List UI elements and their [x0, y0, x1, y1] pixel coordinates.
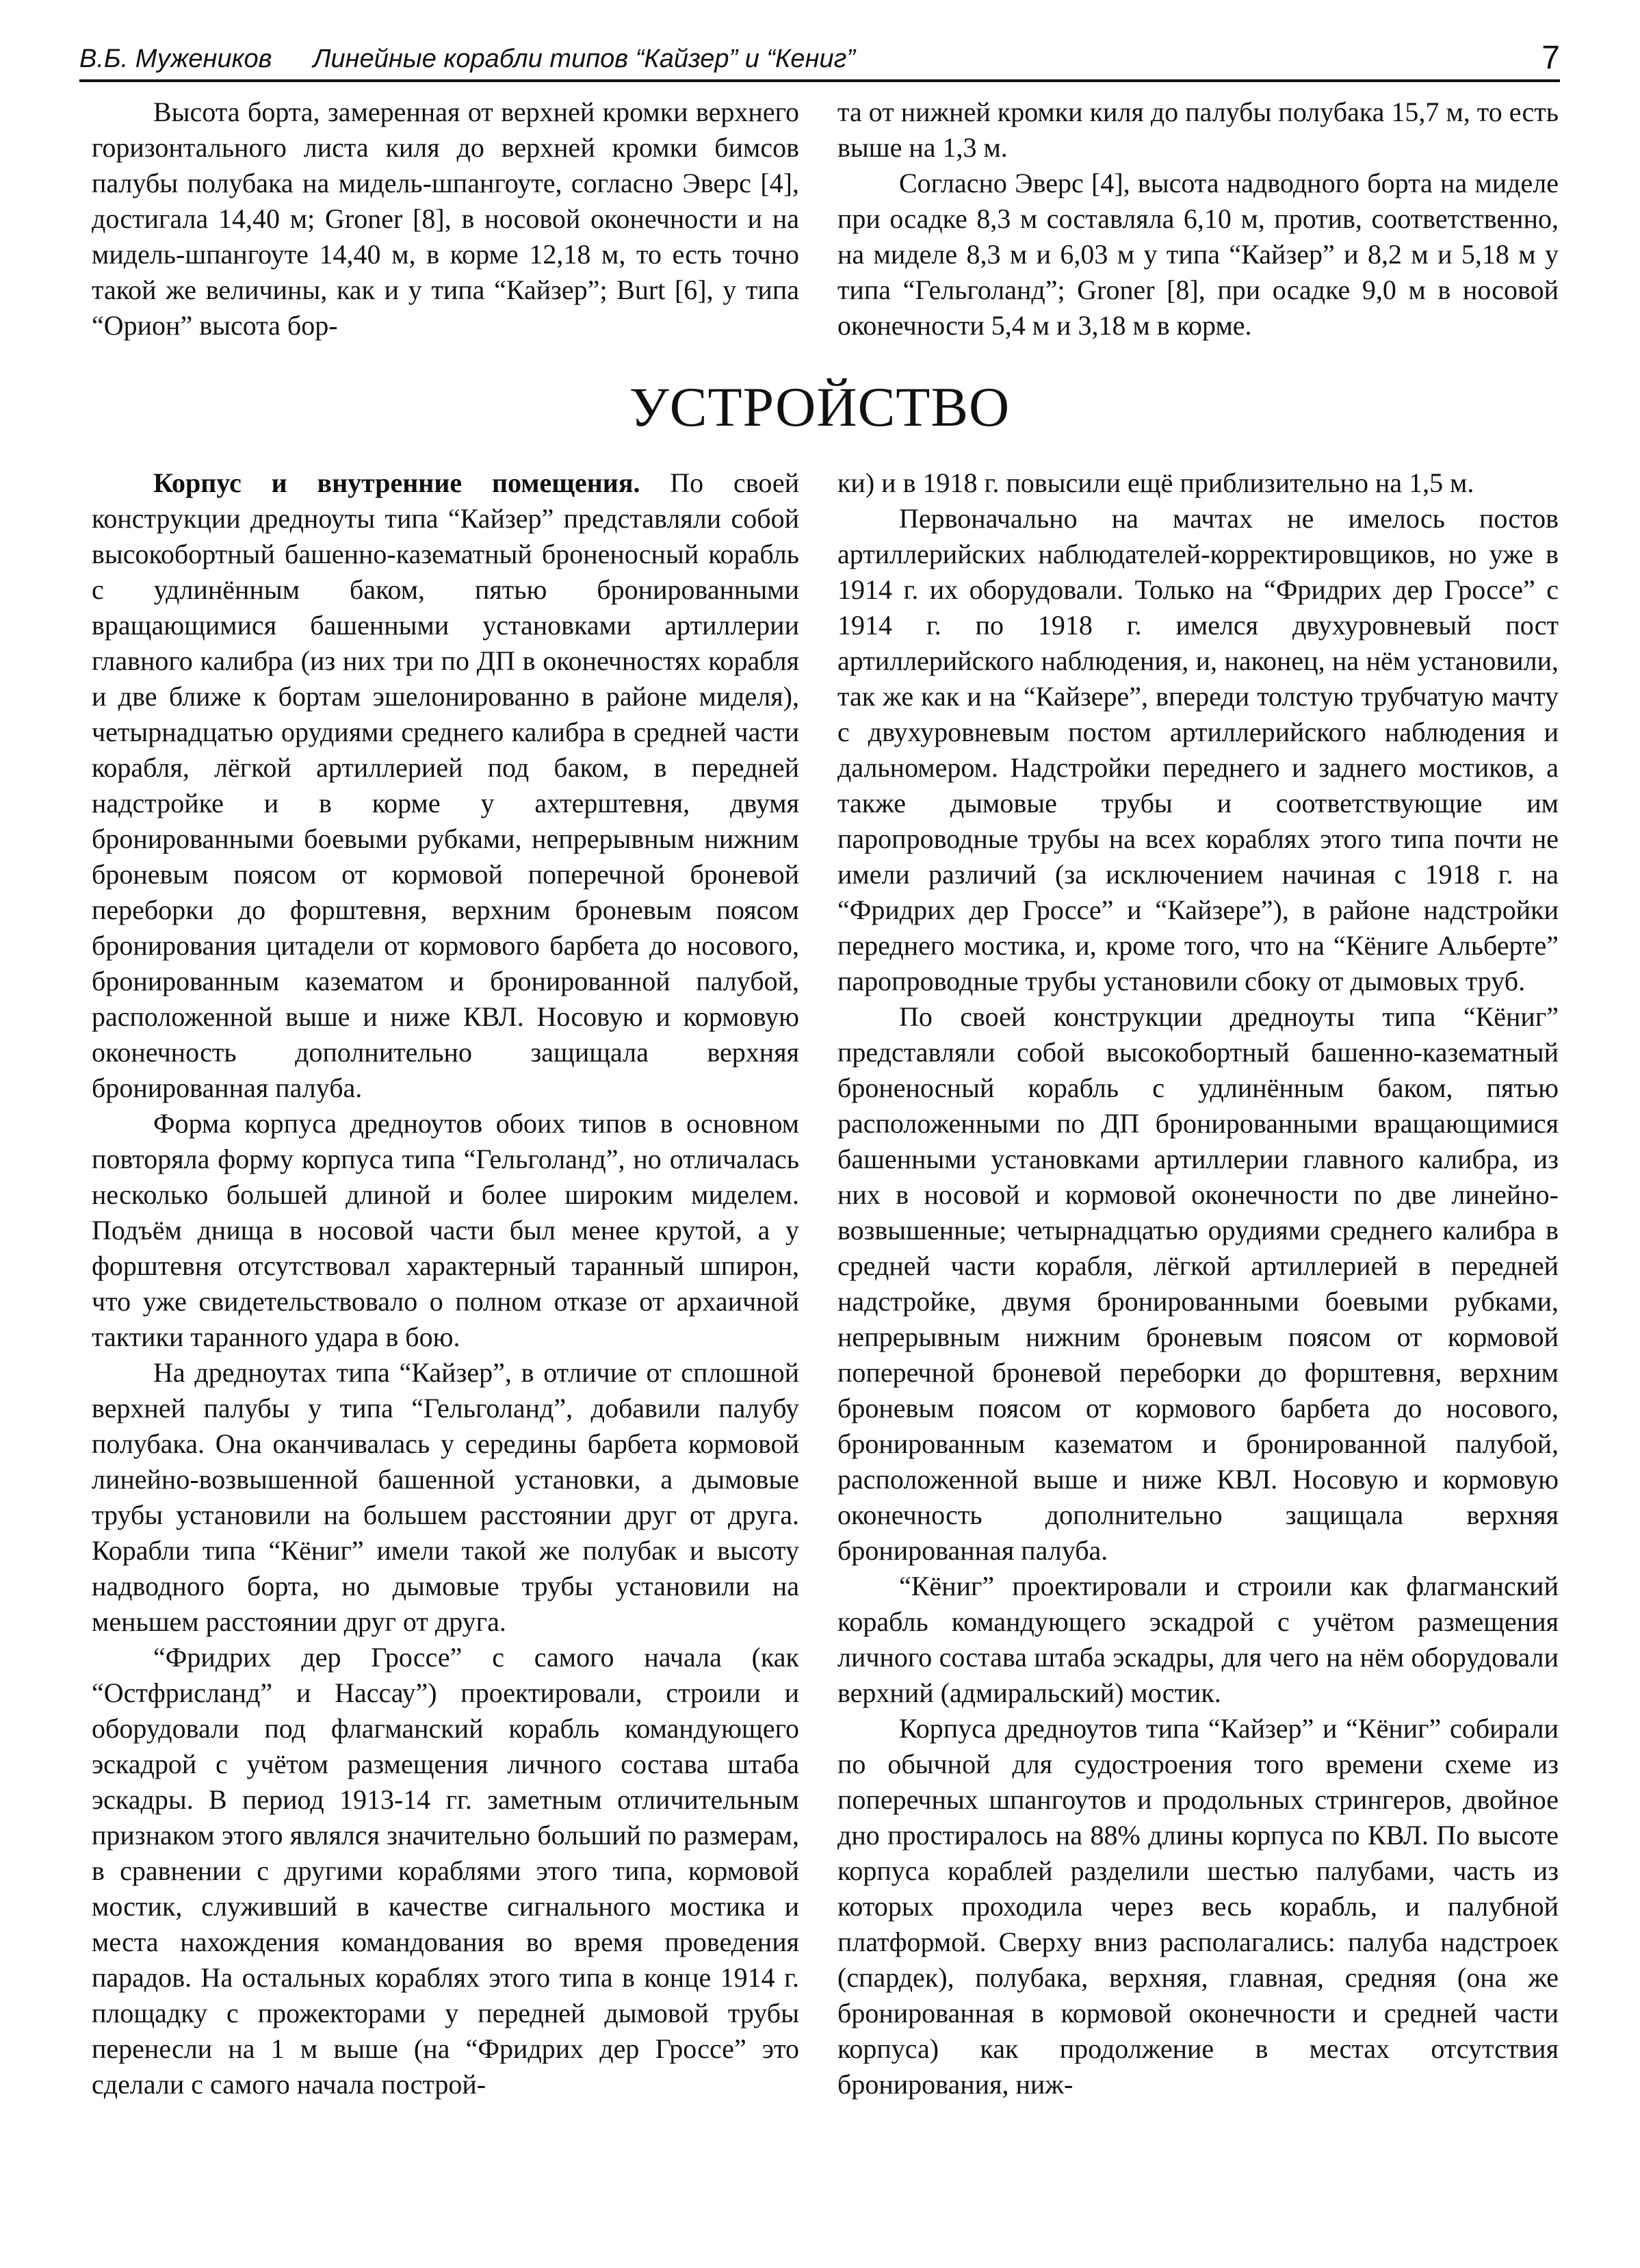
right-paragraph-1: ки) и в 1918 г. повысили ещё приблизительно на 1,5 м.: [837, 467, 1474, 498]
header-author: В.Б. Мужеников: [79, 44, 272, 73]
section-lead: Корпус и внутренние помещения.: [153, 467, 640, 498]
page-number: 7: [1541, 40, 1560, 76]
left-paragraph-4: “Фридрих дер Гроссе” с самого начала (как “Остфрисланд” и Нассау”) проектировали, строили и оборудовали под флагманский корабль командующего эскадрой с учётом размещения личного состава штаба эскадры. В период 1913-14 гг. заметным отличительным признаком этого являлся значительно больший по размерам, в сравнении с другими кораблями этого типа, кормовой мостик, служивший в качестве сигнального мостика и места нахождения командования во время проведения парадов. На остальных кораблях этого типа в конце 1914 г. площадку с прожекторами у передней дымовой трубы перенесли на 1 м выше (на “Фридрих дер Гроссе” это сделали с самого начала построй-: [92, 1642, 799, 2100]
running-header: [79, 34, 1560, 82]
intro-right-paragraph-2: Согласно Эверс [4], высота надводного борта на миделе при осадке 8,3 м составляла 6,10 м, против, соответственно, на миделе 8,3 м и 6,03 м у типа “Кайзер” и 8,2 м и 5,18 м у типа “Гельголанд”; Groner [8], при осадке 9,0 м в носовой оконечности 5,4 м и 3,18 м в корме.: [837, 168, 1559, 341]
intro-left-paragraph: Высота борта, замеренная от верхней кромки верхнего горизонтального листа киля до верхней кромки бимсов палубы полубака на мидель-шпангоуте, согласно Эверс [4], достигала 14,40 м; Groner [8], в носовой оконечности и на мидель-шпангоуте 14,40 м, в корме 12,18 м, то есть точно такой же величины, как и у типа “Кайзер”; Burt [6], у типа “Орион” высота бор-: [92, 96, 799, 341]
intro-left-column: [92, 94, 799, 344]
intro-right-column: [837, 94, 1559, 344]
section-title: УСТРОЙСТВО: [629, 376, 1011, 438]
right-paragraph-4: “Кёниг” проектировали и строили как флагманский корабль командующего эскадрой с учётом размещения личного состава штаба эскадры, для чего на нём оборудовали верхний (адмиральский) мостик.: [837, 1571, 1559, 1708]
left-paragraph-3: На дредноутах типа “Кайзер”, в отличие от сплошной верхней палубы у типа “Гельголанд”, добавили палубу полубака. Она оканчивалась у середины барбета кормовой линейно-возвышенной башенной установки, а дымовые трубы установили на большем расстоянии друг от друга. Корабли типа “Кёниг” имели такой же полубак и высоту надводного борта, но дымовые трубы установили на меньшем расстоянии друг от друга.: [92, 1357, 799, 1637]
right-paragraph-2: Первоначально на мачтах не имелось постов артиллерийских наблюдателей-корректировщиков, но уже в 1914 г. их оборудовали. Только на “Фридрих дер Гроссе” с 1914 г. по 1918 г. имелся двухуровневый пост артиллерийского наблюдения, и, наконец, на нём установили, так же как и на “Кайзере”, впереди толстую трубчатую мачту с двухуровневым постом артиллерийского наблюдения и дальномером. Надстройки переднего и заднего мостиков, а также дымовые трубы и соответствующие им паропроводные трубы на всех кораблях этого типа почти не имели различий (за исключением начиная с 1918 г. на “Фридрих дер Гроссе” и “Кайзере”), в районе надстройки переднего мостика, и, кроме того, что на “Кёниге Альберте” паропроводные трубы установили сбоку от дымовых труб.: [837, 503, 1559, 996]
left-column: [92, 465, 799, 2102]
right-column: [837, 465, 1559, 2102]
left-paragraph-1: [92, 465, 799, 1106]
left-paragraph-1-text: По своей конструкции дредноуты типа “Кайзер” представляли собой высокобортный башенно-казематный броненосный корабль с удлинённым баком, пятью бронированными вращающимися башенными установками артиллерии главного калибра (из них три по ДП в оконечностях корабля и две ближе к бортам эшелонированно в районе миделя), четырнадцатью орудиями среднего калибра в средней части корабля, лёгкой артиллерией под баком, в передней надстройке и в корме у ахтерштевня, двумя бронированными боевыми рубками, непрерывным нижним броневым поясом от кормовой поперечной броневой переборки до форштевня, верхним броневым поясом бронирования цитадели от кормового барбета до носового, бронированным казематом и бронированной палубой, расположенной выше и ниже КВЛ. Носовую и кормовую оконечность дополнительно защищала верхняя бронированная палуба.: [92, 467, 799, 1103]
right-paragraph-3: По своей конструкции дредноуты типа “Кёниг” представляли собой высокобортный башенно-казематный броненосный корабль с удлинённым баком, пятью расположенными по ДП бронированными вращающимися башенными установками артиллерии главного калибра, из них в носовой и кормовой оконечности по две линейно-возвышенные; четырнадцатью орудиями среднего калибра в средней части корабля, лёгкой артиллерией в передней надстройке, двумя бронированными боевыми рубками, непрерывным нижним броневым поясом от кормовой поперечной броневой переборки до форштевня, верхним броневым поясом от кормового барбета до носового, бронированным казематом и бронированной палубой, расположенной выше и ниже КВЛ. Носовую и кормовую оконечность дополнительно защищала верхняя бронированная палуба.: [837, 1001, 1559, 1566]
intro-right-paragraph-1: та от нижней кромки киля до палубы полубака 15,7 м, то есть выше на 1,3 м.: [837, 96, 1559, 163]
header-title: Линейные корабли типов “Кайзер” и “Кениг”: [313, 44, 856, 73]
left-paragraph-2: Форма корпуса дредноутов обоих типов в основном повторяла форму корпуса типа “Гельголанд”, но отличалась несколько большей длиной и более широким миделем. Подъём днища в носовой части был менее крутой, а у форштевня отсутствовал характерный таранный шпирон, что уже свидетельствовало о полном отказе от архаичной тактики таранного удара в бою.: [92, 1108, 799, 1352]
right-paragraph-5: Корпуса дредноутов типа “Кайзер” и “Кёниг” собирали по обычной для судостроения того времени схеме из поперечных шпангоутов и продольных стрингеров, двойное дно простиралось на 88% длины корпуса по КВЛ. По высоте корпуса кораблей разделили шестью палубами, часть из которых проходила через весь корабль, и палубной платформой. Сверху вниз располагались: палуба надстроек (спардек), полубака, верхняя, главная, средняя (она же бронированная в кормовой оконечности и средней части корпуса) как продолжение в местах отсутствия бронирования, ниж-: [837, 1713, 1559, 2100]
